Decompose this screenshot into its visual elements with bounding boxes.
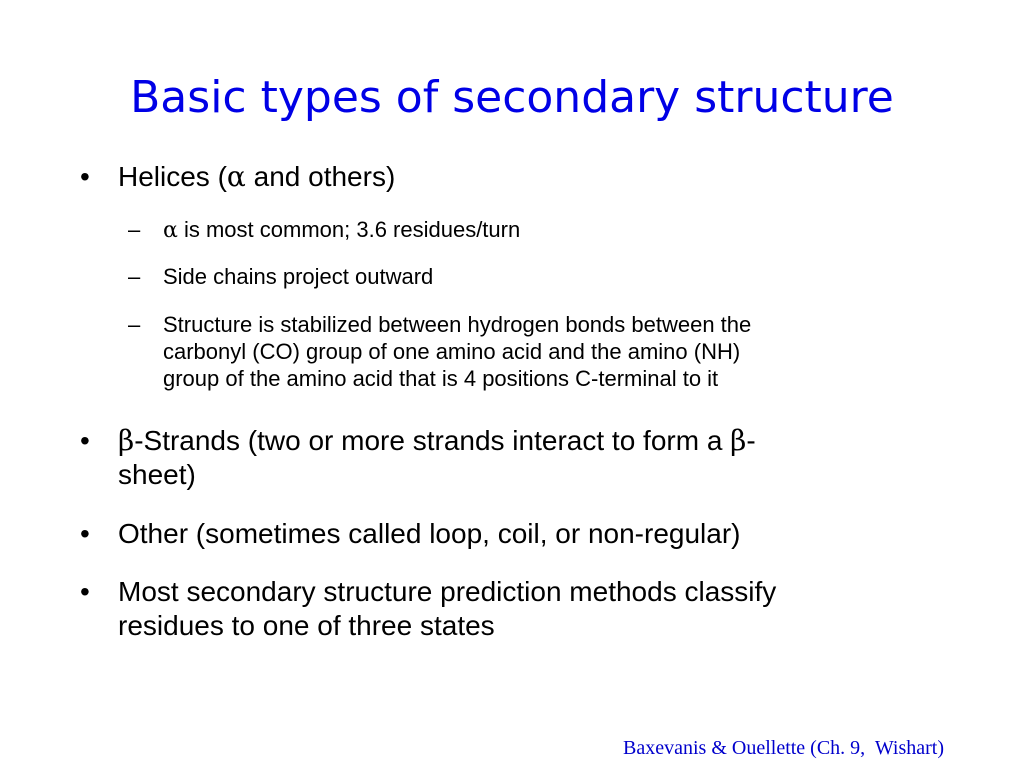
- bullet-marker: •: [80, 518, 90, 549]
- dash-marker: –: [128, 264, 141, 289]
- bullet-prediction-methods: [80, 575, 960, 643]
- subitem-side-chains: [128, 263, 948, 290]
- bullet-other: [80, 517, 960, 551]
- bullet-line: Most secondary structure prediction methods classify: [118, 576, 777, 607]
- bullet-beta-strands: [80, 424, 960, 492]
- subitem-alpha-common: [128, 216, 948, 243]
- slide-footer-citation: Baxevanis & Ouellette (Ch. 9, Wishart): [623, 737, 944, 759]
- beta-symbol: β: [730, 424, 747, 457]
- dash-marker: –: [128, 312, 141, 337]
- bullet-line: [118, 424, 960, 458]
- bullet-line: residues to one of three states: [118, 610, 495, 641]
- bullet-text-part: and others): [245, 161, 396, 192]
- subitem-line: carbonyl (CO) group of one amino acid and the amino (NH): [163, 339, 741, 364]
- bullet-marker: •: [80, 425, 90, 456]
- bullet-text: [118, 575, 960, 643]
- bullet-text: [118, 160, 960, 194]
- subitem-text: [163, 216, 948, 244]
- bullet-marker: •: [80, 161, 90, 192]
- subitem-stabilized: [128, 311, 948, 392]
- slide-title: Basic types of secondary structure: [130, 72, 894, 123]
- bullet-text-part: Helices (: [118, 161, 227, 192]
- bullet-marker: •: [80, 576, 90, 607]
- subitem-text: Side chains project outward: [163, 264, 434, 289]
- subitem-text-part: is most common; 3.6 residues/turn: [177, 217, 521, 242]
- bullet-text: Other (sometimes called loop, coil, or non-regular): [118, 518, 741, 549]
- alpha-symbol: α: [163, 218, 178, 243]
- bullet-text-part: -: [746, 425, 756, 456]
- bullet-line: sheet): [118, 459, 196, 490]
- bullet-text-part: -Strands (two or more strands interact to form a: [134, 425, 731, 456]
- dash-marker: –: [128, 217, 141, 242]
- subitem-line: Structure is stabilized between hydrogen bonds between the: [163, 312, 752, 337]
- bullet-helices: [80, 160, 960, 194]
- alpha-symbol: α: [226, 160, 246, 193]
- subitem-text: [163, 311, 948, 392]
- subitem-line: group of the amino acid that is 4 positions C-terminal to it: [163, 366, 719, 391]
- beta-symbol: β: [118, 424, 135, 457]
- bullet-text: [118, 424, 960, 492]
